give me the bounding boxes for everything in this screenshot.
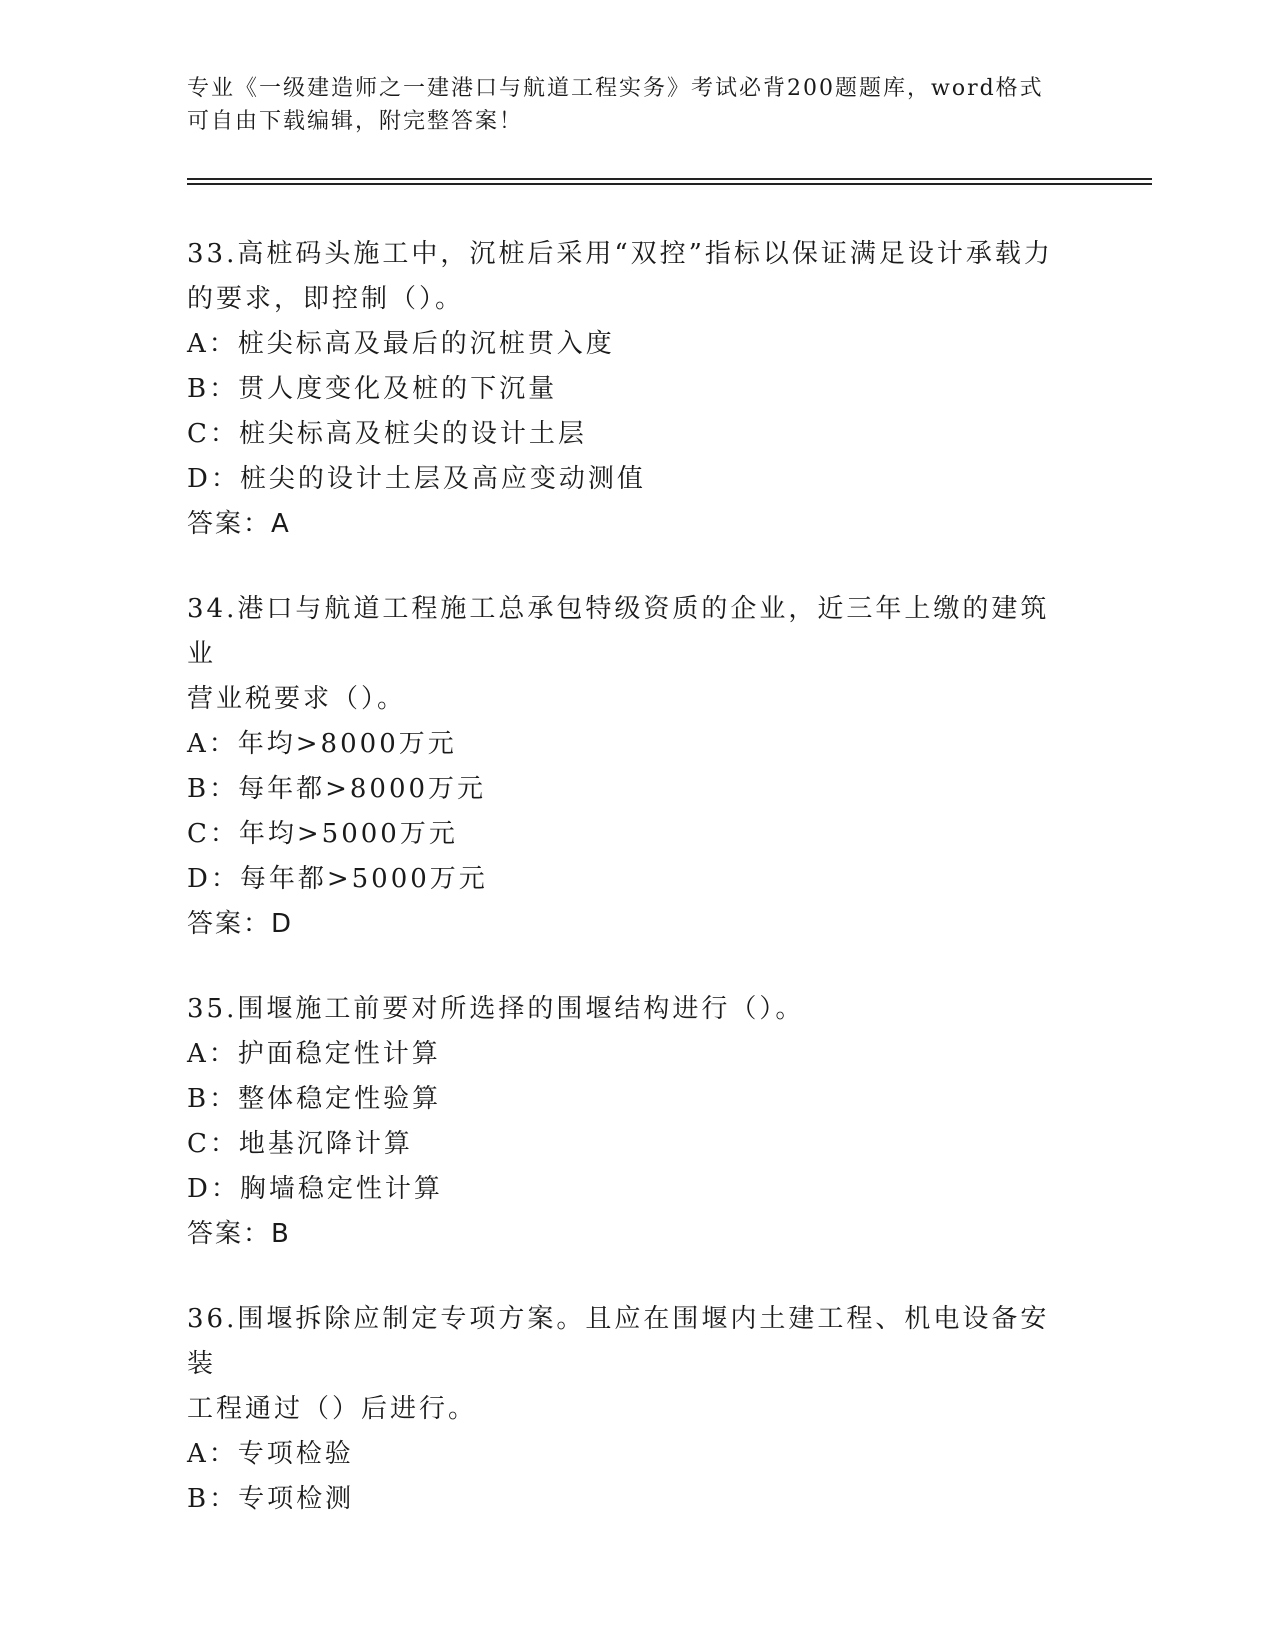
question-36 (187, 1297, 1077, 1522)
document-header (187, 72, 1067, 138)
question-stem-line: 的要求，即控制（）。 (187, 284, 465, 314)
question-33 (187, 232, 1077, 547)
header-line-2: 可自由下载编辑，附完整答案！ (187, 109, 524, 134)
question-list (187, 232, 1077, 1562)
option-b: B：专项检测 (187, 1484, 355, 1514)
option-a: A：桩尖标高及最后的沉桩贯入度 (187, 329, 615, 359)
question-34 (187, 587, 1077, 947)
question-stem-line: 工程通过（）后进行。 (187, 1394, 478, 1424)
option-b: B：贯人度变化及桩的下沉量 (187, 374, 558, 404)
option-d: D：桩尖的设计土层及高应变动测值 (187, 464, 646, 494)
option-a: A：年均>8000万元 (187, 729, 457, 759)
answer-label: 答案：A (187, 509, 291, 539)
option-b: B：整体稳定性验算 (187, 1084, 442, 1114)
option-c: C：桩尖标高及桩尖的设计土层 (187, 419, 587, 449)
option-d: D：每年都>5000万元 (187, 864, 488, 894)
question-stem (187, 232, 1077, 322)
question-stem-line: 35.围堰施工前要对所选择的围堰结构进行（）。 (187, 994, 805, 1024)
question-stem (187, 1297, 1077, 1432)
option-b: B：每年都>8000万元 (187, 774, 487, 804)
option-a: A：专项检验 (187, 1439, 354, 1469)
option-c: C：地基沉降计算 (187, 1129, 413, 1159)
answer-label: 答案：B (187, 1219, 291, 1249)
option-a: A：护面稳定性计算 (187, 1039, 441, 1069)
question-stem (187, 987, 1077, 1032)
question-stem (187, 587, 1077, 722)
answer-label: 答案：D (187, 909, 294, 939)
question-stem-line: 33.高桩码头施工中，沉桩后采用“双控”指标以保证满足设计承载力 (187, 239, 1053, 269)
header-divider-bottom (187, 183, 1152, 185)
header-divider-top (187, 178, 1152, 180)
header-line-1: 专业《一级建造师之一建港口与航道工程实务》考试必背200题题库，word格式 (187, 76, 1044, 101)
option-d: D：胸墙稳定性计算 (187, 1174, 443, 1204)
question-stem-line: 34.港口与航道工程施工总承包特级资质的企业，近三年上缴的建筑业 (187, 594, 1050, 669)
question-stem-line: 36.围堰拆除应制定专项方案。且应在围堰内土建工程、机电设备安装 (187, 1304, 1050, 1379)
question-stem-line: 营业税要求（）。 (187, 684, 407, 714)
option-c: C：年均>5000万元 (187, 819, 458, 849)
question-35 (187, 987, 1077, 1257)
